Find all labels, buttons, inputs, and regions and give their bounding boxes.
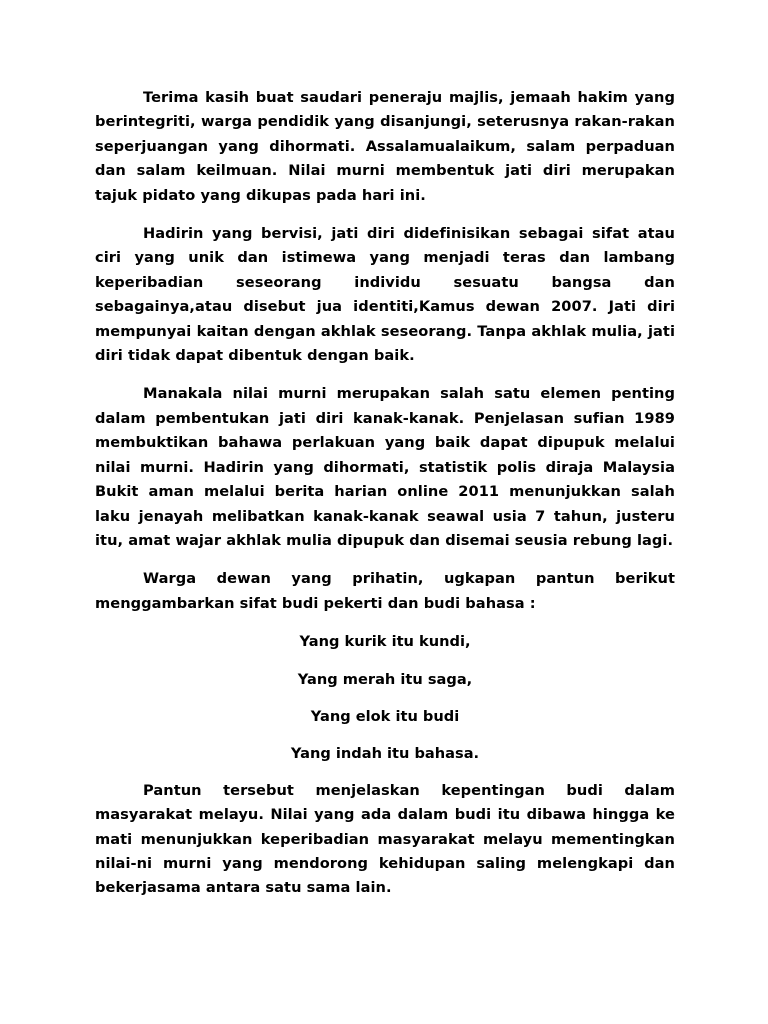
document-page bbox=[95, 86, 675, 915]
paragraph-opening: Terima kasih buat saudari peneraju majlis, jemaah hakim yang berintegriti, warga pendidik yang disanjungi, seterusnya rakan-rakan seperjuangan yang dihormati. Assalamualaikum, salam perpaduan dan salam keilmuan. Nilai murni membentuk jati diri merupakan tajuk pidato yang dikupas pada hari ini. bbox=[95, 89, 675, 204]
pantun-line: Yang indah itu bahasa. bbox=[290, 745, 480, 763]
paragraph-pantun-intro: Warga dewan yang prihatin, ugkapan pantun berikut menggambarkan sifat budi pekerti dan budi bahasa : bbox=[95, 570, 675, 612]
paragraph-definition: Hadirin yang bervisi, jati diri didefinisikan sebagai sifat atau ciri yang unik dan istimewa yang menjadi teras dan lambang keperibadian seseorang individu sesuatu bangsa dan sebagainya,atau disebut jua identiti,Kamus dewan 2007. Jati diri mempunyai kaitan dengan akhlak seseorang. Tanpa akhlak mulia, jati diri tidak dapat dibentuk dengan baik. bbox=[95, 225, 675, 365]
paragraph-values: Manakala nilai murni merupakan salah satu elemen penting dalam pembentukan jati diri kanak-kanak. Penjelasan sufian 1989 membuktikan bahawa perlakuan yang baik dapat dipupuk melalui nilai murni. Hadirin yang dihormati, statistik polis diraja Malaysia Bukit aman melalui berita harian online 2011 menunjukkan salah laku jenayah melibatkan kanak-kanak seawal usia 7 tahun, justeru itu, amat wajar akhlak mulia dipupuk dan disemai seusia rebung lagi. bbox=[95, 385, 675, 549]
paragraph-closing: Pantun tersebut menjelaskan kepentingan budi dalam masyarakat melayu. Nilai yang ada dalam budi itu dibawa hingga ke mati menunjukkan keperibadian masyarakat melayu mementingkan nilai-ni murni yang mendorong kehidupan saling melengkapi dan bekerjasama antara satu sama lain. bbox=[95, 781, 675, 897]
pantun-verse bbox=[95, 630, 675, 767]
pantun-line: Yang kurik itu kundi, bbox=[299, 633, 471, 651]
pantun-line: Yang merah itu saga, bbox=[297, 670, 473, 688]
pantun-line: Yang elok itu budi bbox=[310, 707, 460, 725]
